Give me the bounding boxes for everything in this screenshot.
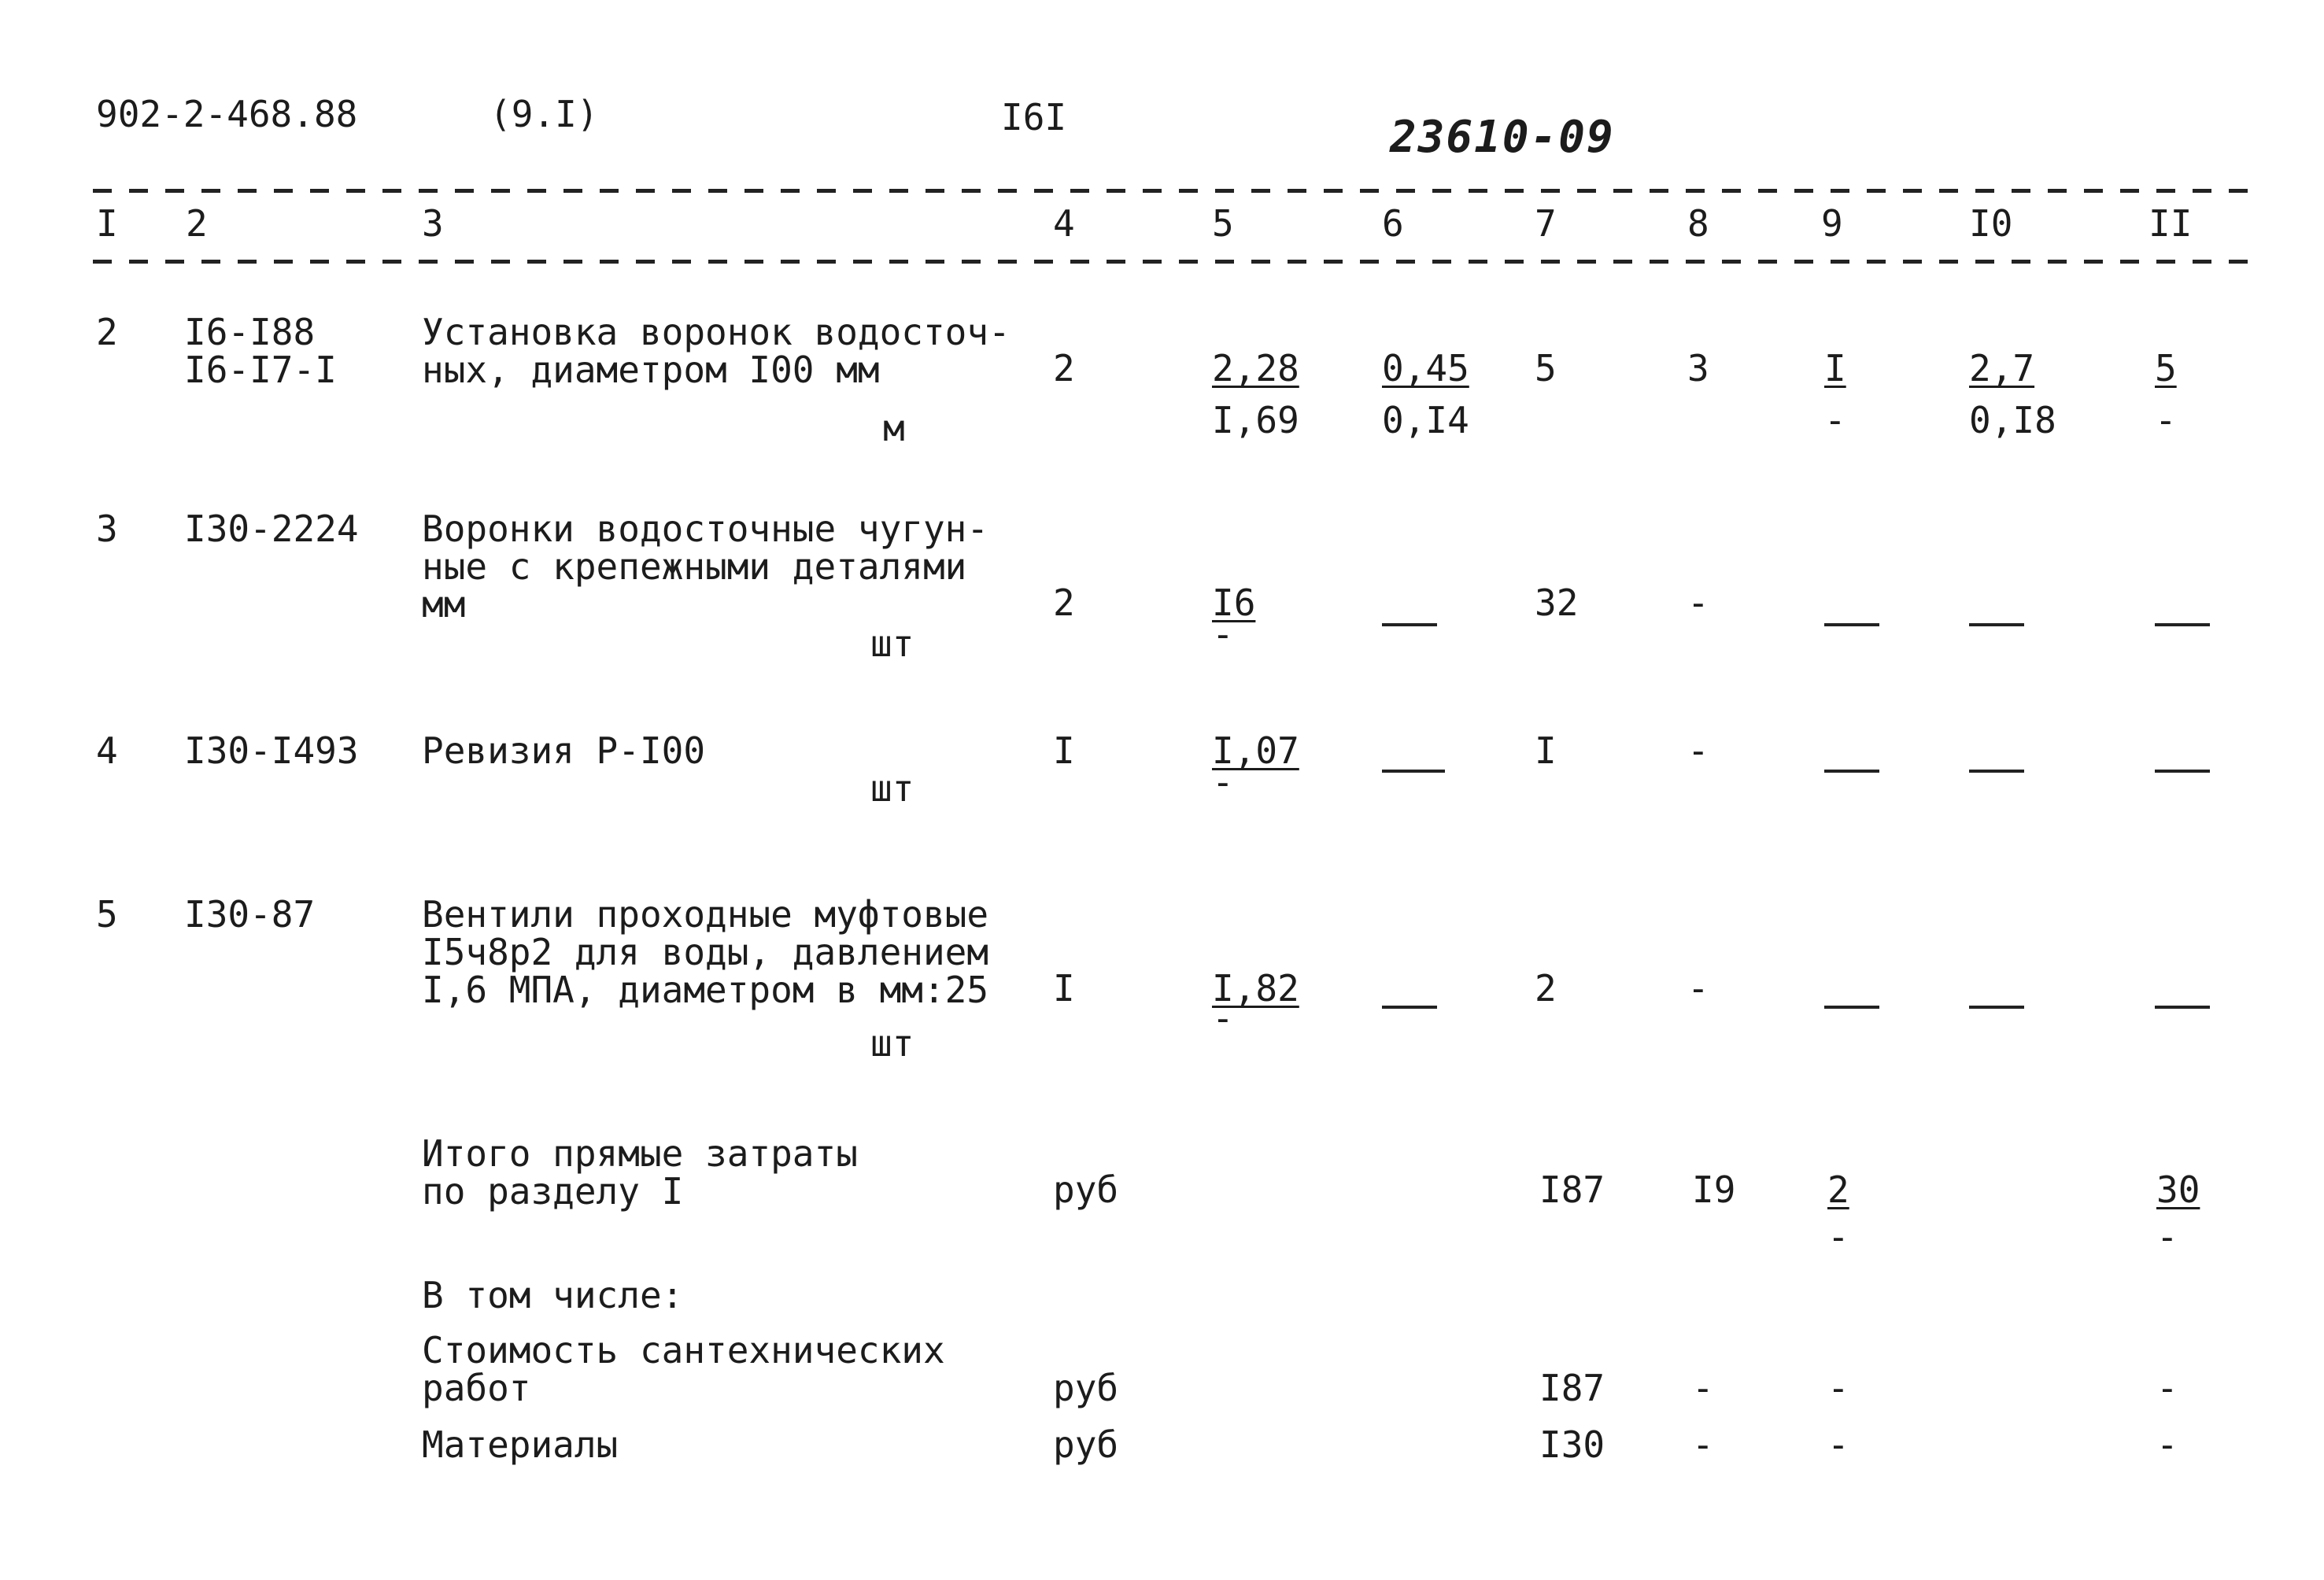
- including-item-c7: I30: [1539, 1423, 1605, 1466]
- row-c5-bottom: -: [1212, 613, 1234, 655]
- including-item-c9: -: [1827, 1423, 1849, 1466]
- row-description: Вентили проходные муфтовые I5ч8р2 для воды, давлением I,6 МПА, диаметром в мм:25: [422, 893, 989, 1011]
- row-c8: -: [1687, 581, 1709, 624]
- row-c8: -: [1687, 729, 1709, 772]
- row-c7: 5: [1535, 347, 1557, 389]
- row-unit: шт: [870, 767, 914, 810]
- row-c6-bottom: 0,I4: [1382, 399, 1469, 441]
- empty-dash-mark: [1382, 770, 1445, 773]
- row-c5-top: I,07: [1212, 729, 1299, 772]
- header-divider-bottom: [93, 260, 2265, 264]
- empty-dash-mark: [1824, 770, 1879, 773]
- col-header-1: I: [96, 202, 118, 245]
- row-c11-top: 5: [2155, 347, 2177, 389]
- including-item-c8: -: [1692, 1367, 1714, 1409]
- row-unit: шт: [870, 622, 914, 665]
- col-header-7: 7: [1535, 202, 1557, 245]
- row-description: Ревизия Р-I00: [422, 729, 706, 772]
- row-code: I6-I88 I6-I7-I: [184, 311, 337, 391]
- row-c9-bottom: -: [1824, 399, 1846, 441]
- empty-dash-mark: [1969, 1006, 2024, 1009]
- registration-stamp: 23610-09: [1390, 112, 1615, 163]
- row-c7: 32: [1535, 581, 1579, 624]
- including-item-unit: руб: [1053, 1367, 1119, 1409]
- totals-label: Итого прямые затраты по разделу I: [422, 1132, 858, 1213]
- totals-unit: руб: [1053, 1168, 1119, 1211]
- totals-c9-bottom: -: [1827, 1216, 1849, 1258]
- row-c10-bottom: 0,I8: [1969, 399, 2056, 441]
- row-quantity: I: [1053, 729, 1075, 772]
- totals-c11-bottom: -: [2156, 1216, 2178, 1258]
- including-heading: В том числе:: [422, 1274, 684, 1316]
- col-header-6: 6: [1382, 202, 1404, 245]
- empty-dash-mark: [1969, 770, 2024, 773]
- empty-dash-mark: [2155, 1006, 2210, 1009]
- totals-c9-top: 2: [1827, 1168, 1849, 1211]
- row-c9-top: I: [1824, 347, 1846, 389]
- row-code: I30-87: [184, 893, 316, 936]
- empty-dash-mark: [1382, 623, 1437, 626]
- col-header-5: 5: [1212, 202, 1234, 245]
- row-c7: I: [1535, 729, 1557, 772]
- row-c8: 3: [1687, 347, 1709, 389]
- row-c5-bottom: -: [1212, 997, 1234, 1039]
- row-quantity: 2: [1053, 581, 1075, 624]
- empty-dash-mark: [2155, 623, 2210, 626]
- totals-c8: I9: [1692, 1168, 1736, 1211]
- row-description: Установка воронок водосточ- ных, диаметром I00 мм: [422, 311, 1011, 391]
- doc-code: 902-2-468.88: [96, 93, 358, 135]
- including-item-c9: -: [1827, 1367, 1849, 1409]
- row-c10-top: 2,7: [1969, 347, 2035, 389]
- empty-dash-mark: [1969, 623, 2024, 626]
- including-item-c11: -: [2156, 1423, 2178, 1466]
- empty-dash-mark: [1824, 1006, 1879, 1009]
- row-c8: -: [1687, 967, 1709, 1010]
- totals-c11-top: 30: [2156, 1168, 2200, 1211]
- section-number: (9.I): [490, 93, 599, 135]
- row-description: Воронки водосточные чугун- ные с крепежными деталями мм: [422, 508, 989, 626]
- col-header-4: 4: [1053, 202, 1075, 245]
- including-item-label: Материалы: [422, 1423, 619, 1466]
- row-c7: 2: [1535, 967, 1557, 1010]
- row-code: I30-I493: [184, 729, 359, 772]
- row-quantity: I: [1053, 967, 1075, 1010]
- row-c6-top: 0,45: [1382, 347, 1469, 389]
- row-c5-bottom: I,69: [1212, 399, 1299, 441]
- row-c5-top: I6: [1212, 581, 1256, 624]
- col-header-8: 8: [1687, 202, 1709, 245]
- row-number: 2: [96, 311, 118, 353]
- row-quantity: 2: [1053, 347, 1075, 389]
- empty-dash-mark: [1382, 1006, 1437, 1009]
- including-item-c8: -: [1692, 1423, 1714, 1466]
- row-code: I30-2224: [184, 508, 359, 550]
- col-header-11: II: [2148, 202, 2193, 245]
- col-header-2: 2: [186, 202, 208, 245]
- col-header-9: 9: [1821, 202, 1843, 245]
- row-unit: шт: [870, 1022, 914, 1065]
- including-item-label: Стоимость сантехнических работ: [422, 1329, 945, 1409]
- col-header-10: I0: [1969, 202, 2013, 245]
- row-c5-top: I,82: [1212, 967, 1299, 1010]
- row-number: 5: [96, 893, 118, 936]
- col-header-3: 3: [422, 202, 444, 245]
- header-divider-top: [93, 189, 2265, 193]
- empty-dash-mark: [2155, 770, 2210, 773]
- totals-c7: I87: [1539, 1168, 1605, 1211]
- row-unit: м: [883, 407, 905, 449]
- row-number: 4: [96, 729, 118, 772]
- row-number: 3: [96, 508, 118, 550]
- empty-dash-mark: [1824, 623, 1879, 626]
- including-item-c7: I87: [1539, 1367, 1605, 1409]
- row-c5-top: 2,28: [1212, 347, 1299, 389]
- including-item-unit: руб: [1053, 1423, 1119, 1466]
- including-item-c11: -: [2156, 1367, 2178, 1409]
- row-c5-bottom: -: [1212, 761, 1234, 803]
- page-number: I6I: [1001, 96, 1067, 138]
- row-c11-bottom: -: [2155, 399, 2177, 441]
